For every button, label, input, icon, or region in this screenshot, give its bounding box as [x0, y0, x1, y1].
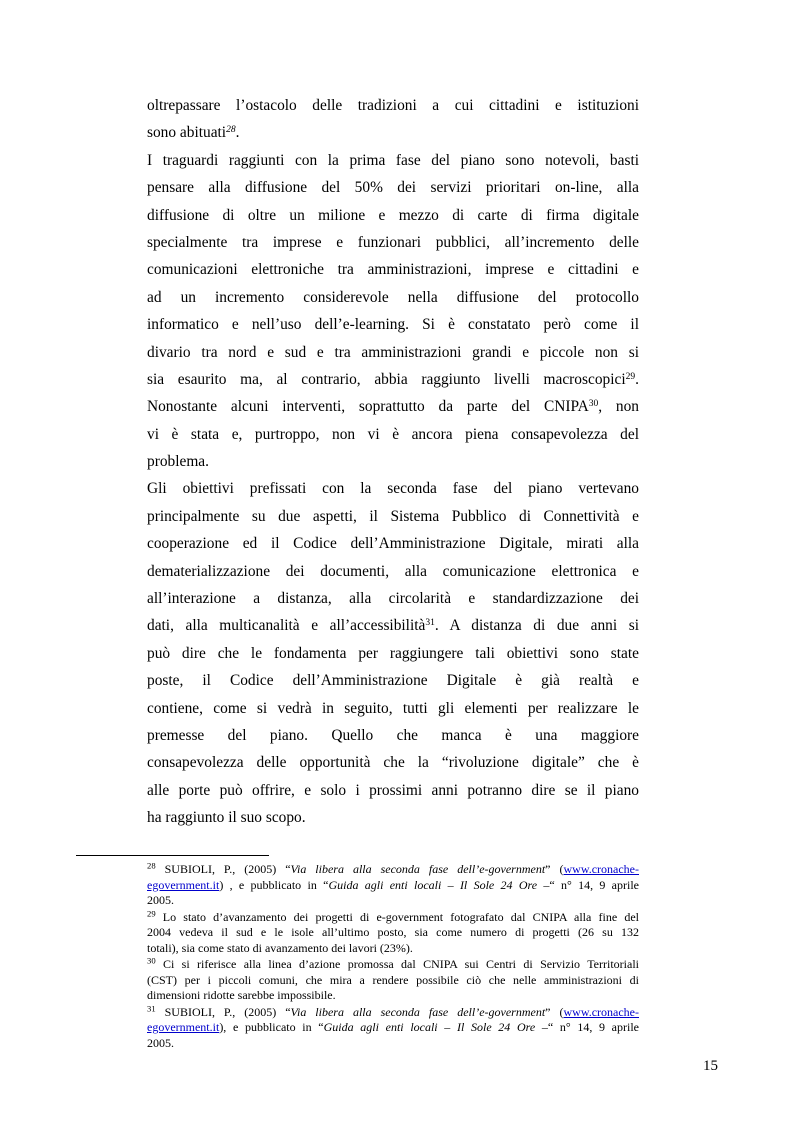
text-line: I traguardi raggiunti con la prima fase del piano sono notevoli, basti — [147, 151, 639, 169]
text-line: alle porte può offrire, e solo i prossimi anni potranno dire se il piano — [147, 781, 639, 799]
source-link[interactable]: egovernment.it — [147, 1020, 220, 1034]
text-line: ad un incremento considerevole nella diffusione del protocollo — [147, 288, 639, 306]
text-line: pensare alla diffusione del 50% dei servizi prioritari on-line, alla — [147, 179, 639, 197]
footnote-line: (CST) per i piccoli comuni, che mira a rendere possibile ciò che nelle amministrazioni di — [147, 972, 639, 987]
footnote-line: $^{30}$ Ci si riferisce alla linea d’azione promossa dal CNIPA sui Centri di Servizio Territoriali — [147, 955, 639, 971]
text-line: consapevolezza delle opportunità che la “rivoluzione digitale” che è — [147, 754, 639, 772]
footnote-line: $^{28}$ SUBIOLI, P., (2005) “Via libera alla seconda fase dell’e-government” (www.cronache- — [147, 860, 639, 876]
text-line: principalmente su due aspetti, il Sistema Pubblico di Connettività e — [147, 507, 639, 525]
text-line: premesse del piano. Quello che manca è una maggiore — [147, 726, 639, 744]
footnote-number: 28 — [147, 860, 156, 871]
footnote-line: 2004 vedeva il sud e le isole all’ultimo posto, sia come numero di progetti (26 su 132 — [147, 925, 639, 939]
footnote-ref-28[interactable]: 28 — [226, 124, 236, 136]
text-line: può dire che le fondamenta per raggiungere tali obiettivi sono state — [147, 644, 639, 662]
footnote-28 — [147, 862, 639, 909]
page-number: 15 — [703, 1058, 718, 1074]
text-line: vi è stata e, purtroppo, non vi è ancora piena consapevolezza del — [147, 425, 639, 443]
source-link[interactable]: egovernment.it — [147, 877, 220, 892]
text-line: contiene, come si vedrà in seguito, tutti gli elementi per realizzare le — [147, 699, 639, 717]
footnote-line: egovernment.it) , e pubblicato in “Guida agli enti locali – Il Sole 24 Ore –“ n° 14, 9 aprile — [147, 877, 639, 892]
text-line: Nonostante alcuni interventi, soprattutto da parte del CNIPA$^{30}$, non — [147, 398, 640, 416]
text-line: ha raggiunto il suo scopo. — [147, 809, 306, 827]
footnote-line: $^{31}$ SUBIOLI, P., (2005) “Via libera alla seconda fase dell’e-government” (www.cronache- — [147, 1002, 639, 1019]
footnote-31 — [147, 1002, 639, 1052]
footnote-number: 31 — [147, 1002, 156, 1013]
footnote-line: totali), sia come stato di avanzamento dei lavori (23%). — [147, 940, 413, 955]
text-line: problema. — [147, 453, 209, 471]
footnotes — [147, 862, 639, 1052]
text-line: comunicazioni elettroniche tra amministrazioni, imprese e cittadini e — [147, 261, 639, 279]
footnote-ref-30[interactable]: 30 — [588, 398, 599, 410]
text-line: dematerializzazione dei documenti, alla comunicazione elettronica e — [147, 562, 639, 580]
footnote-number: 29 — [147, 907, 156, 918]
source-link[interactable]: www.cronache- — [563, 1004, 639, 1019]
footnote-29 — [147, 907, 639, 957]
source-link[interactable]: www.cronache- — [563, 862, 639, 876]
text-line: informatico e nell’uso dell’e-learning. Si è constatato però come il — [147, 316, 639, 334]
footnote-line: 2005. — [147, 1035, 174, 1050]
footnote-line: 2005. — [147, 893, 174, 907]
footnote-line: egovernment.it), e pubblicato in “Guida agli enti locali – Il Sole 24 Ore –“ n° 14, 9 aprile — [147, 1020, 639, 1034]
footnote-separator — [76, 855, 269, 856]
body-text — [147, 92, 639, 832]
text-line: all’interazione a distanza, alla circolarità e standardizzazione dei — [147, 590, 639, 608]
footnote-ref-31[interactable]: 31 — [425, 617, 435, 629]
footnote-30 — [147, 957, 639, 1004]
text-line: specialmente tra imprese e funzionari pubblici, all’incremento delle — [147, 233, 639, 251]
footnote-line: $^{29}$ Lo stato d’avanzamento dei progetti di e-government fotografato dal CNIPA alla fine del — [147, 907, 639, 924]
text-line: sia esaurito ma, al contrario, abbia raggiunto livelli macroscopici$^{29}$. — [147, 370, 639, 388]
text-line: dati, alla multicanalità e all’accessibilità$^{31}$. A distanza di due anni si — [147, 617, 639, 635]
text-line: oltrepassare l’ostacolo delle tradizioni a cui cittadini e istituzioni — [147, 97, 639, 114]
footnote-line: dimensioni ridotte sarebbe impossibile. — [147, 988, 336, 1002]
text-line: diffusione di oltre un milione e mezzo di carte di firma digitale — [147, 206, 639, 224]
text-line: Gli obiettivi prefissati con la seconda fase del piano vertevano — [147, 480, 639, 498]
text-line: poste, il Codice dell’Amministrazione Digitale è già realtà e — [147, 672, 639, 690]
text-line: divario tra nord e sud e tra amministrazioni grandi e piccole non si — [147, 343, 639, 361]
text-line: sono abituati$^{28}$. — [147, 124, 240, 142]
footnote-ref-29[interactable]: 29 — [625, 370, 636, 382]
text-line: cooperazione ed il Codice dell’Amministrazione Digitale, mirati alla — [147, 535, 639, 553]
footnote-number: 30 — [147, 955, 156, 966]
